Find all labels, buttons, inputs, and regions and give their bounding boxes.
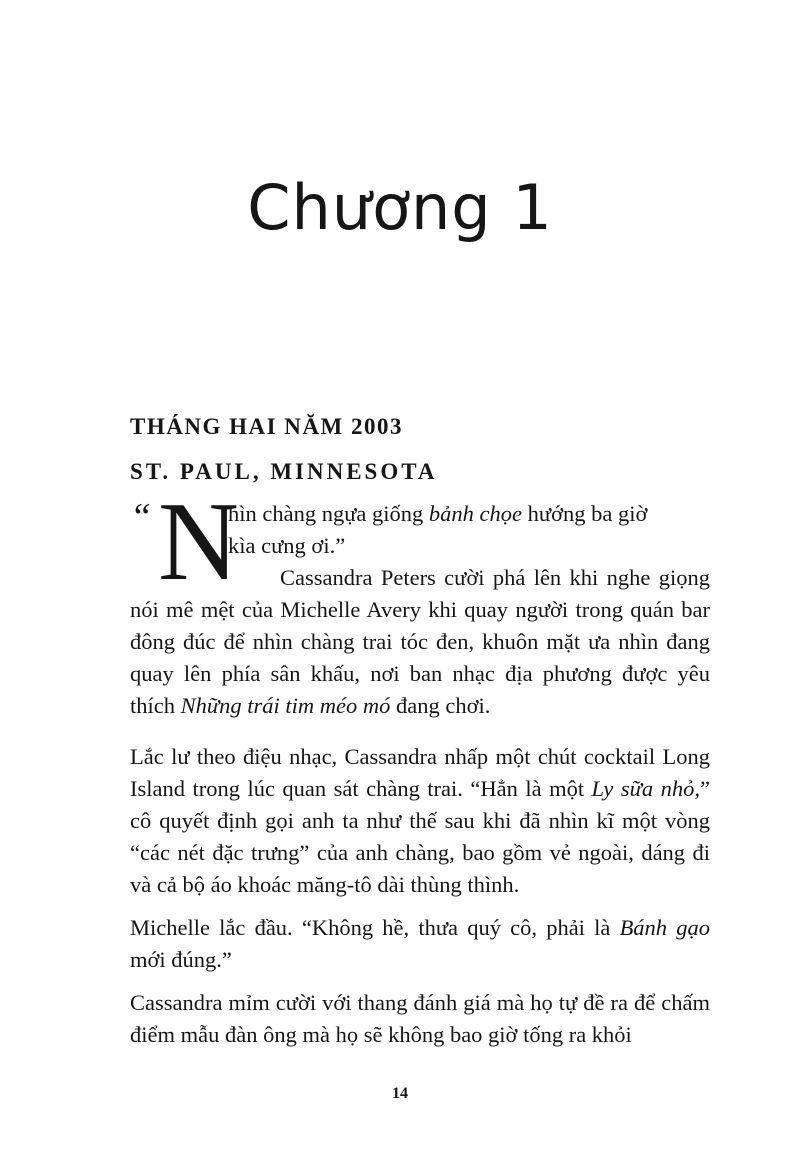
opening-rest-end: đang chơi. (390, 693, 491, 718)
opening-line-1-text: hìn chàng ngựa giống (228, 501, 429, 526)
opening-text (130, 480, 710, 722)
section-place-heading: ST. PAUL, MINNESOTA (130, 459, 438, 484)
paragraph-4: Cassandra mỉm cười với thang đánh giá mà họ tự đề ra để chấm điểm mẫu đàn ông mà họ sẽ không bao giờ tống ra khỏi (130, 990, 710, 1047)
page-number: 14 (392, 1085, 408, 1102)
paragraph-2-text: Lắc lư theo điệu nhạc, Cassandra nhấp một chút cocktail Long Island trong lúc quan sát chàng trai. “Hẳn là một (130, 744, 710, 801)
paragraph-2-italic: Ly sữa nhỏ, (591, 776, 700, 801)
band-name-italic: Những trái tim méo mó (180, 693, 391, 718)
drop-cap-letter: N (158, 480, 239, 604)
paragraph-3-italic: Bánh gạo (619, 915, 710, 940)
opening-rest (130, 562, 710, 722)
section-date-heading: THÁNG HAI NĂM 2003 (130, 414, 403, 439)
opening-line-2: kìa cưng ơi.” (228, 533, 346, 558)
opening-rest-text: Cassandra Peters cười phá lên khi nghe giọng nói mê mệt của Michelle Avery khi quay người trong quán bar đông đúc để nhìn chàng trai tóc đen, khuôn mặt ưa nhìn đang quay lên phía sân khấu, nơi ban nhạc địa phương được yêu thích (130, 565, 710, 718)
paragraph-2-end: ” cô quyết định gọi anh ta như thế sau khi đã nhìn kĩ một vòng “các nét đặc trưng” của anh chàng, bao gồm vẻ ngoài, dáng đi và cả bộ áo khoác măng-tô dài thùng thình. (130, 776, 710, 897)
opening-line-1-end: hướng ba giờ (522, 501, 648, 526)
opening-line-1 (130, 498, 710, 530)
opening-quote-mark: “ (130, 496, 152, 538)
chapter-title: Chương 1 (247, 171, 553, 244)
paragraph-3-text: Michelle lắc đầu. “Không hề, thưa quý cô, phải là (130, 915, 620, 940)
paragraph-3-end: mới đúng.” (130, 947, 232, 972)
paragraph-2 (130, 741, 710, 901)
opening-line-1-italic: bảnh chọe (428, 501, 523, 526)
body-text (130, 741, 710, 1062)
paragraph-3 (130, 912, 710, 976)
